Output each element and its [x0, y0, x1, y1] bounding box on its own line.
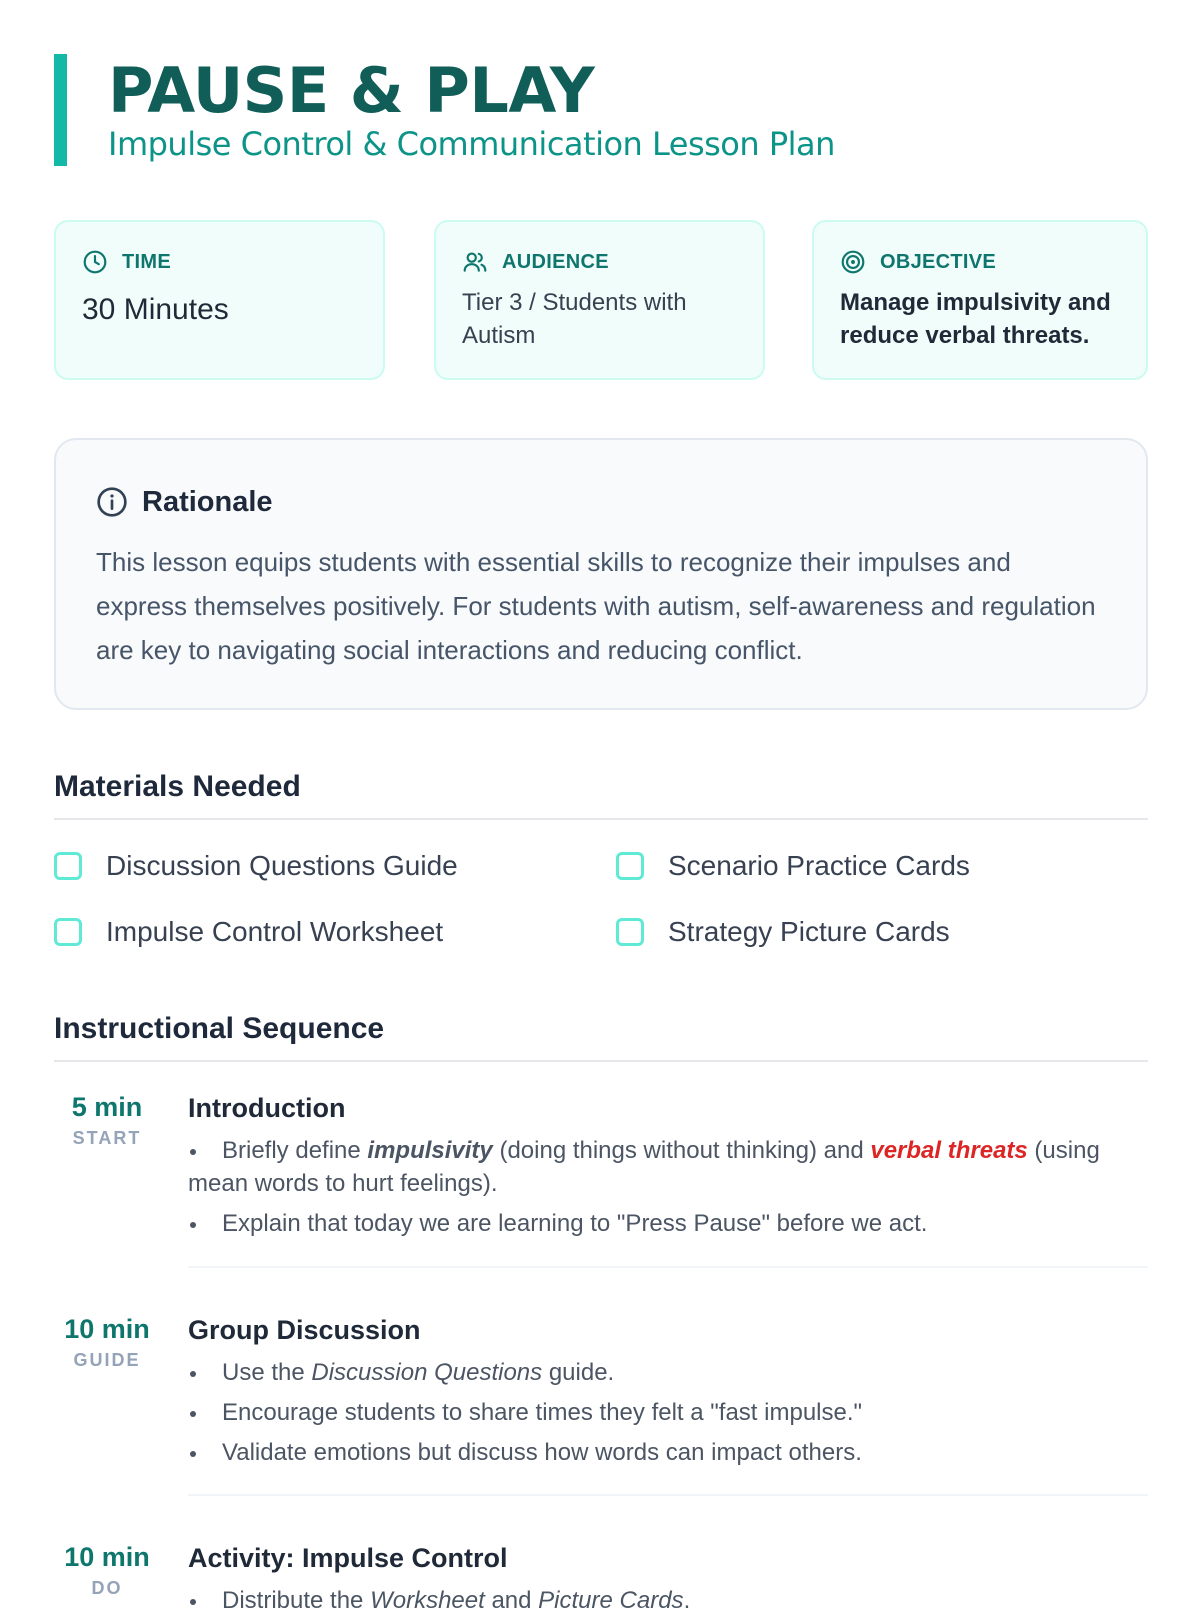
- step-time: [54, 1542, 160, 1599]
- material-label: Strategy Picture Cards: [668, 916, 950, 947]
- time-card: [54, 220, 385, 380]
- card-value: 30 Minutes: [82, 293, 229, 326]
- term-discussion-questions: Discussion Questions: [311, 1359, 543, 1386]
- step-tag: GUIDE: [73, 1350, 141, 1370]
- term-worksheet: Worksheet: [370, 1587, 485, 1614]
- material-item[interactable]: [616, 914, 950, 950]
- step-title: Group Discussion: [188, 1315, 421, 1345]
- card-header: [462, 248, 737, 276]
- bullet-text: (doing things without thinking) and: [492, 1137, 871, 1164]
- bullet-text: Distribute the: [222, 1587, 371, 1614]
- page-subtitle: Impulse Control & Communication Lesson Plan: [108, 125, 835, 163]
- material-item[interactable]: [54, 914, 443, 950]
- material-checkbox[interactable]: [616, 918, 644, 946]
- bullet-text: Encourage students to share times they felt a "fast impulse.": [222, 1399, 863, 1426]
- step-divider: [188, 1494, 1148, 1496]
- bullet-text: (using mean words to hurt feelings).: [188, 1137, 1100, 1197]
- list-item: [188, 1584, 1148, 1617]
- material-label: Scenario Practice Cards: [668, 850, 970, 881]
- step-title: Activity: Impulse Control: [188, 1543, 508, 1573]
- list-item: [188, 1436, 1148, 1469]
- rationale-box: [54, 438, 1148, 710]
- step-body: [188, 1092, 1148, 1247]
- card-label: OBJECTIVE: [880, 250, 997, 273]
- step-duration: 10 min: [64, 1314, 150, 1344]
- bullet-text: .: [683, 1587, 691, 1614]
- clock-icon: [82, 249, 108, 275]
- rationale-title: Rationale: [142, 485, 273, 518]
- step-time: [54, 1092, 160, 1149]
- info-cards: [54, 220, 1148, 384]
- step-bullets: [188, 1134, 1148, 1240]
- step-time: [54, 1314, 160, 1371]
- materials-heading: Materials Needed: [54, 770, 1148, 820]
- bullet-text: and: [484, 1587, 539, 1614]
- sequence-heading: Instructional Sequence: [54, 1012, 1148, 1062]
- step-bullets: [188, 1584, 1148, 1617]
- term-impulsivity: impulsivity: [367, 1137, 493, 1164]
- material-checkbox[interactable]: [616, 852, 644, 880]
- card-value: Tier 3 / Students with Autism: [462, 289, 687, 349]
- header-accent-bar: [54, 54, 67, 166]
- step-tag: DO: [91, 1578, 123, 1598]
- rationale-text: This lesson equips students with essential skills to recognize their impulses and express themselves positively. For students with autism, self-awareness and regulation are key to navigating social interactions and reducing conflict.: [96, 547, 1096, 665]
- list-item: [188, 1134, 1148, 1200]
- card-label: AUDIENCE: [502, 250, 609, 273]
- card-header: [82, 248, 357, 276]
- bullet-text: Explain that today we are learning to "Press Pause" before we act.: [222, 1210, 928, 1237]
- audience-card: [434, 220, 765, 380]
- bullet-text: guide.: [542, 1359, 615, 1386]
- term-verbal-threats: verbal threats: [870, 1137, 1028, 1164]
- users-icon: [462, 249, 488, 275]
- step-duration: 10 min: [64, 1542, 150, 1572]
- material-item[interactable]: [616, 848, 970, 884]
- list-item: [188, 1207, 1148, 1240]
- step-duration: 5 min: [71, 1092, 143, 1122]
- rationale-header: [96, 484, 1106, 520]
- term-picture-cards: Picture Cards: [538, 1587, 684, 1614]
- step-divider: [188, 1266, 1148, 1268]
- material-item[interactable]: [54, 848, 458, 884]
- card-value: Manage impulsivity and reduce verbal threats.: [840, 289, 1111, 349]
- step-title: Introduction: [188, 1093, 346, 1123]
- step-body: [188, 1542, 1148, 1624]
- step-body: [188, 1314, 1148, 1476]
- list-item: [188, 1396, 1148, 1429]
- step-bullets: [188, 1356, 1148, 1469]
- material-label: Discussion Questions Guide: [106, 850, 458, 881]
- material-label: Impulse Control Worksheet: [106, 916, 444, 947]
- objective-card: [812, 220, 1148, 380]
- material-checkbox[interactable]: [54, 852, 82, 880]
- bullet-text: Use the: [222, 1359, 312, 1386]
- info-icon: [96, 486, 128, 518]
- bullet-text: Validate emotions but discuss how words can impact others.: [222, 1439, 862, 1466]
- card-header: [840, 248, 1120, 276]
- list-item: [188, 1356, 1148, 1389]
- page-header: [54, 54, 1054, 166]
- step-tag: START: [72, 1128, 142, 1148]
- material-checkbox[interactable]: [54, 918, 82, 946]
- card-label: TIME: [122, 250, 171, 273]
- page-title: PAUSE & PLAY: [108, 54, 595, 127]
- bullet-text: Briefly define: [222, 1137, 368, 1164]
- target-icon: [840, 249, 866, 275]
